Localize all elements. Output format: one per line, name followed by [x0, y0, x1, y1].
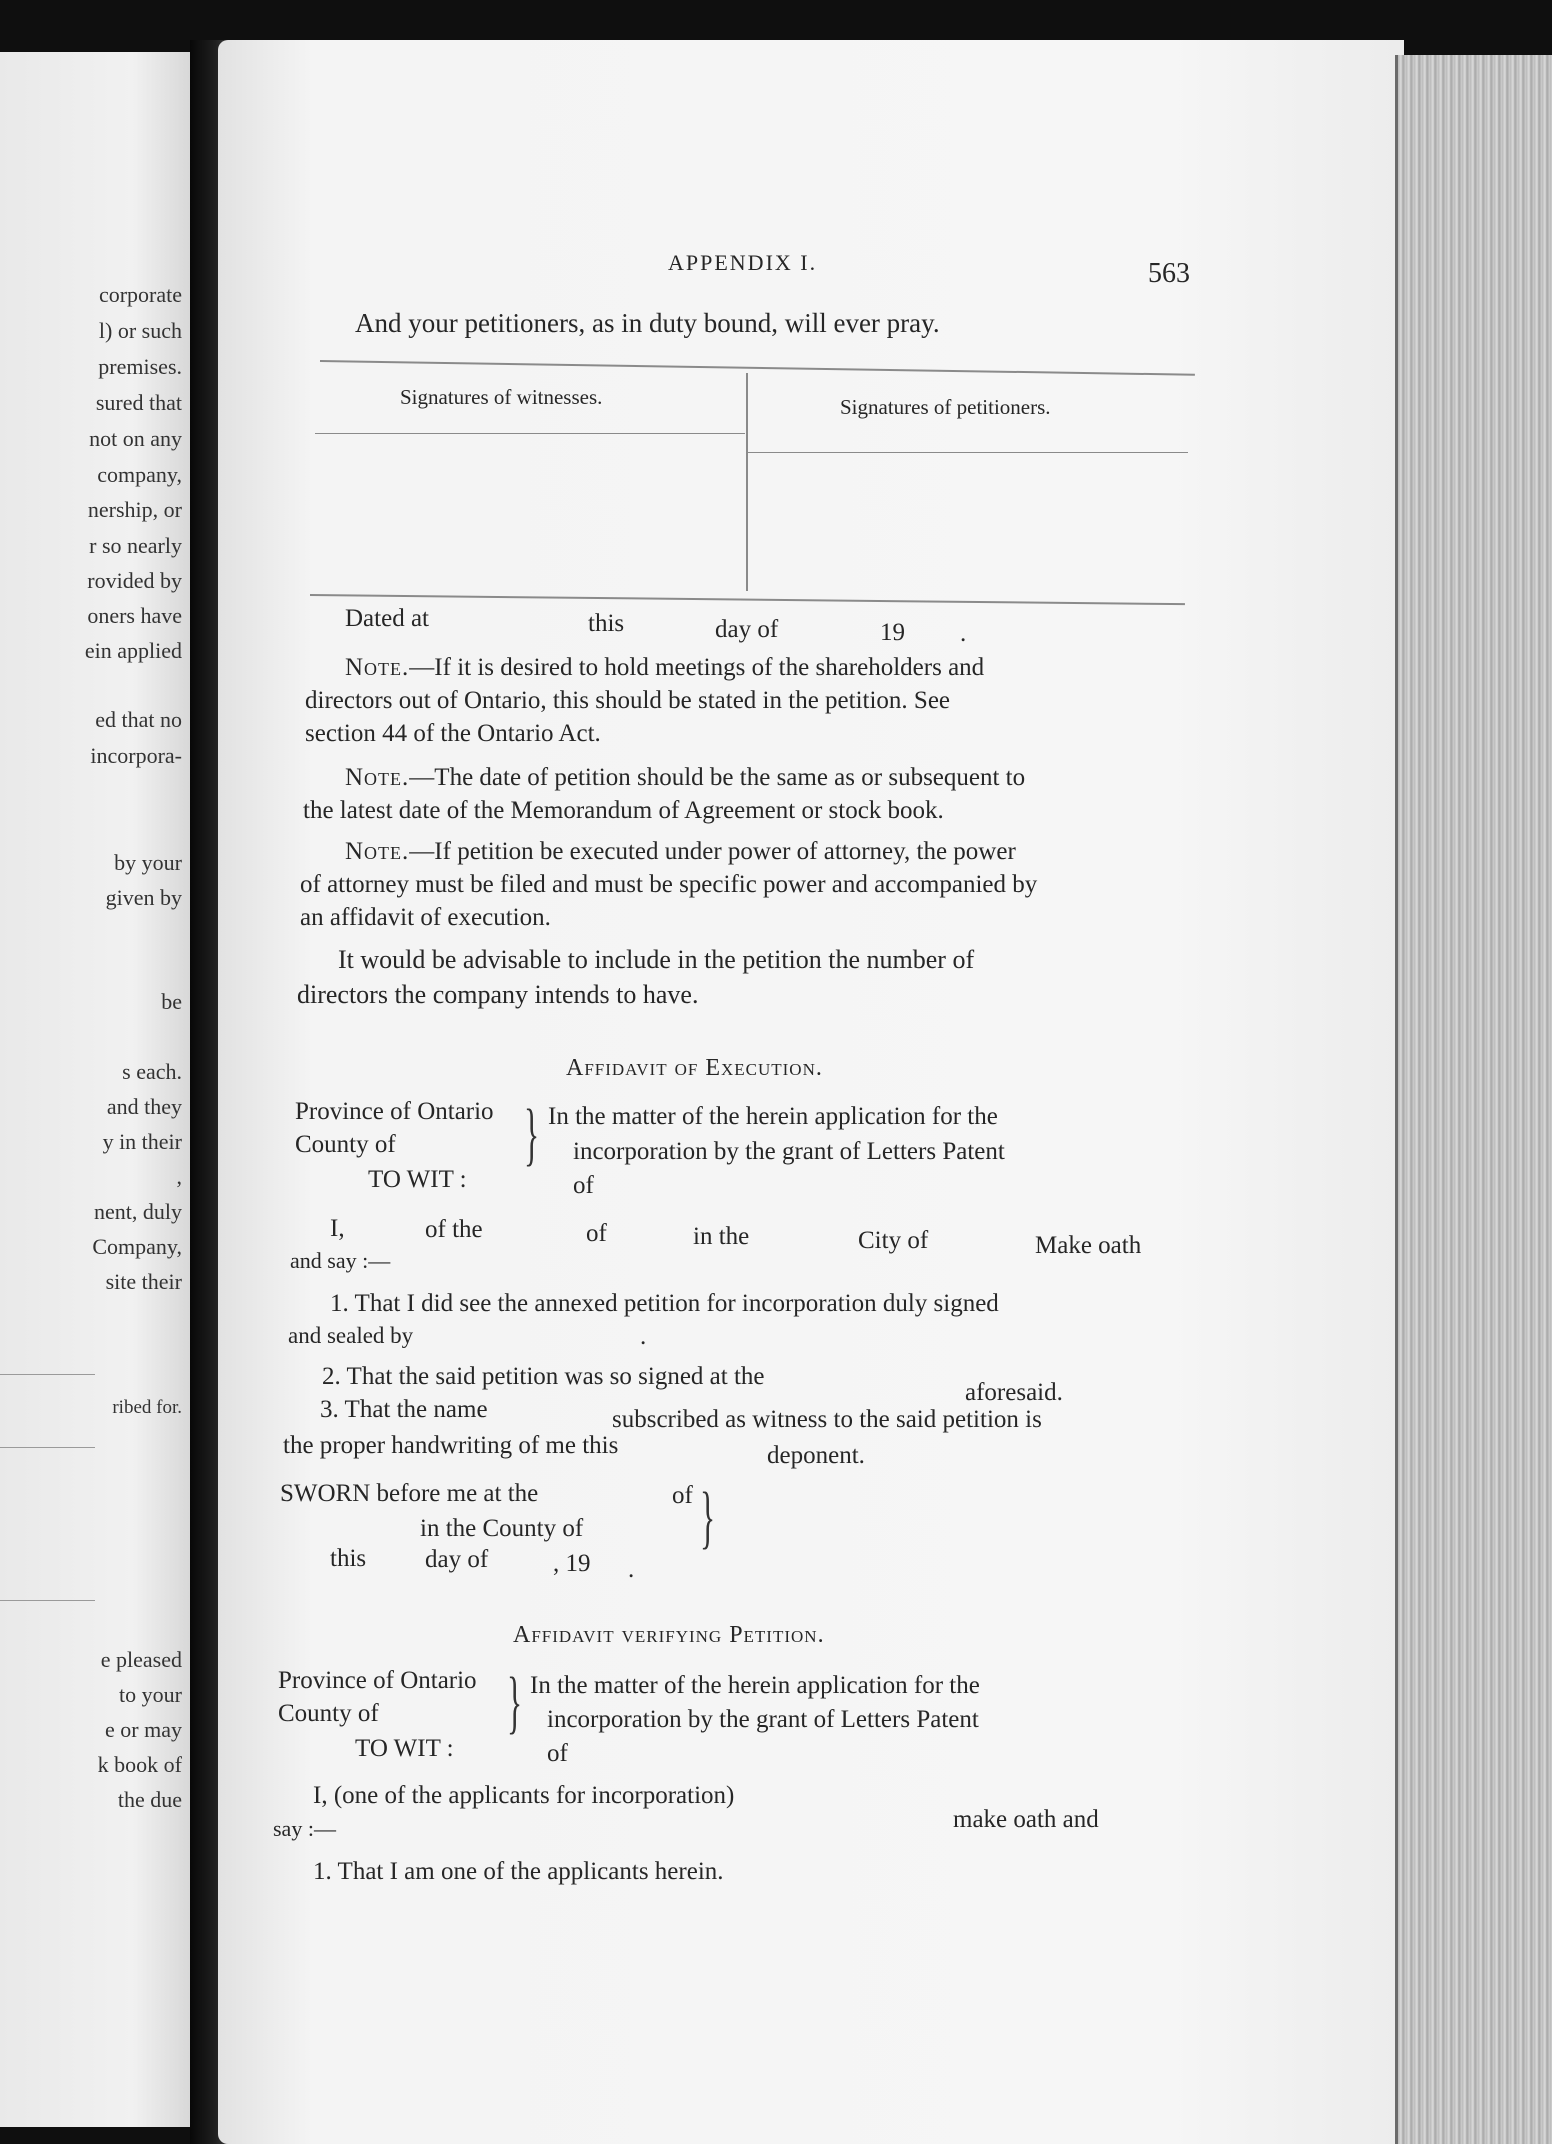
dated-year: 19: [880, 619, 905, 646]
witnesses-column-header: Signatures of witnesses.: [400, 385, 603, 409]
left-line: l) or such: [98, 318, 182, 343]
verifying-matter-line-3: of: [547, 1740, 568, 1767]
left-line: not on any: [89, 426, 182, 451]
verifying-venue-county: County of: [278, 1700, 379, 1727]
oath-of: of: [586, 1220, 607, 1247]
verifying-venue-to-wit: TO WIT :: [355, 1735, 454, 1762]
running-head: APPENDIX I.: [668, 250, 818, 275]
left-line: y in their: [102, 1129, 182, 1154]
left-line: oners have: [87, 603, 182, 628]
venue-brace: }: [524, 1096, 540, 1173]
note-3-line-3: an affidavit of execution.: [300, 904, 551, 931]
note-2-line-2: the latest date of the Memorandum of Agreement or stock book.: [303, 797, 944, 824]
left-line: company,: [97, 462, 182, 487]
venue-to-wit: TO WIT :: [368, 1166, 467, 1193]
note-label: Note.: [345, 764, 410, 791]
execution-item-3-deponent: deponent.: [767, 1442, 865, 1469]
oath-city-of: City of: [858, 1227, 929, 1254]
left-line: e pleased: [100, 1647, 182, 1672]
left-line: e or may: [105, 1717, 182, 1742]
page-number: 563: [1148, 258, 1190, 289]
left-line: and they: [106, 1094, 182, 1119]
left-line: s each.: [122, 1059, 182, 1084]
left-line: nership, or: [87, 497, 182, 522]
jurat-end: .: [628, 1556, 635, 1583]
right-page: [218, 40, 1404, 2144]
verifying-say: say :—: [273, 1816, 336, 1841]
note-label: Note.: [345, 654, 410, 681]
note-1-line-2: directors out of Ontario, this should be stated in the petition. See: [305, 687, 951, 714]
left-line: by your: [114, 850, 182, 875]
left-line: rovided by: [87, 568, 182, 593]
execution-item-1-line-1: 1. That I did see the annexed petition for incorporation duly signed: [330, 1290, 999, 1317]
left-line: nent, duly: [94, 1199, 182, 1224]
left-line: ed that no: [95, 707, 182, 732]
execution-item-2-aforesaid: aforesaid.: [965, 1379, 1063, 1406]
left-line: site their: [105, 1269, 182, 1294]
left-line: the due: [117, 1787, 182, 1812]
verifying-venue-province: Province of Ontario: [278, 1667, 477, 1694]
execution-item-3: 3. That the name: [320, 1396, 488, 1423]
left-line: to your: [119, 1682, 182, 1707]
venue-province: Province of Ontario: [295, 1098, 494, 1125]
note-1-line-1: Note.—If it is desired to hold meetings of the shareholders and: [345, 654, 985, 681]
affidavit-execution-heading: Affidavit of Execution.: [566, 1055, 823, 1081]
table-column-divider: [746, 373, 748, 591]
execution-item-1-end: .: [640, 1323, 647, 1350]
verifying-matter-line-2: incorporation by the grant of Letters Patent: [547, 1706, 979, 1733]
left-line: Company,: [92, 1234, 182, 1259]
left-rule: [0, 1447, 95, 1448]
left-line: ein applied: [84, 638, 182, 663]
jurat-year: , 19: [553, 1550, 591, 1577]
dated-this: this: [588, 610, 625, 637]
verifying-venue-brace: }: [507, 1664, 523, 1741]
dated-at: Dated at: [345, 605, 429, 632]
jurat-day-of: day of: [425, 1546, 489, 1573]
left-line: premises.: [98, 354, 182, 379]
note-3-line-1: Note.—If petition be executed under power of attorney, the power: [345, 838, 1016, 865]
note-label: Note.: [345, 838, 410, 865]
and-say: and say :—: [290, 1248, 391, 1273]
oath-make-oath: Make oath: [1035, 1232, 1142, 1259]
advisory-line-2: directors the company intends to have.: [297, 980, 699, 1009]
verifying-matter-line-1: In the matter of the herein application for the: [530, 1672, 980, 1699]
left-rule: [0, 1374, 95, 1375]
left-line: k book of: [97, 1752, 182, 1777]
table-header-rule-right: [748, 452, 1188, 453]
matter-line-2: incorporation by the grant of Letters Patent: [573, 1138, 1005, 1165]
note-2-line-1: Note.—The date of petition should be the same as or subsequent to: [345, 764, 1026, 791]
execution-item-3-line-2: the proper handwriting of me this: [283, 1432, 619, 1459]
oath-of-the: of the: [425, 1216, 483, 1243]
execution-item-2: 2. That the said petition was so signed at the: [322, 1363, 765, 1390]
jurat-this: this: [330, 1545, 367, 1572]
prayer-line: And your petitioners, as in duty bound, will ever pray.: [355, 308, 940, 338]
advisory-line-1: It would be advisable to include in the petition the number of: [338, 945, 975, 974]
jurat-sworn: SWORN before me at the: [280, 1480, 539, 1507]
affidavit-verifying-heading: Affidavit verifying Petition.: [513, 1622, 825, 1648]
note-3-line-2: of attorney must be filed and must be specific power and accompanied by: [300, 871, 1038, 898]
left-line: r so nearly: [89, 533, 182, 558]
verifying-oath-i: I, (one of the applicants for incorporation): [313, 1782, 735, 1809]
left-line: sured that: [95, 390, 182, 415]
left-line: be: [161, 989, 182, 1014]
table-header-rule-left: [315, 433, 745, 434]
petitioners-column-header: Signatures of petitioners.: [840, 395, 1051, 419]
execution-item-1-line-2: and sealed by: [288, 1323, 414, 1348]
dated-end: .: [960, 620, 967, 647]
left-page: [0, 52, 190, 2127]
venue-county: County of: [295, 1131, 396, 1158]
verifying-make-oath: make oath and: [953, 1806, 1099, 1833]
left-line: incorpora-: [90, 743, 182, 768]
jurat-of: of: [672, 1482, 693, 1509]
note-1-line-3: section 44 of the Ontario Act.: [305, 720, 601, 747]
execution-item-3-subscribed: subscribed as witness to the said petition is: [612, 1406, 1042, 1433]
page-edges: [1395, 55, 1552, 2144]
dated-day-of: day of: [715, 616, 779, 643]
jurat-brace: }: [700, 1479, 716, 1556]
left-rule: [0, 1600, 95, 1601]
left-line: corporate: [98, 282, 182, 307]
left-line: ribed for.: [112, 1397, 182, 1418]
matter-line-3: of: [573, 1172, 594, 1199]
jurat-county: in the County of: [420, 1515, 584, 1542]
matter-line-1: In the matter of the herein application for the: [548, 1103, 998, 1130]
left-line: ,: [176, 1164, 182, 1189]
oath-i: I,: [330, 1215, 345, 1242]
left-line: given by: [105, 885, 182, 910]
oath-in-the: in the: [693, 1223, 750, 1250]
verifying-item-1: 1. That I am one of the applicants herein.: [313, 1858, 724, 1885]
